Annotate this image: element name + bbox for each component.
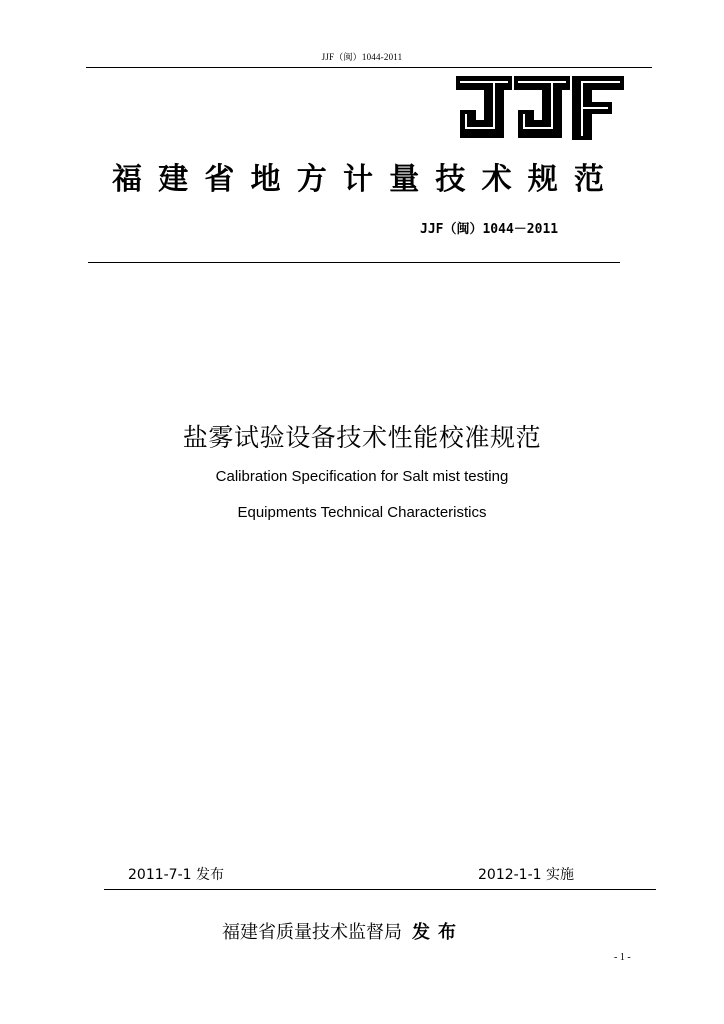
specification-title-chinese: 盐雾试验设备技术性能校准规范 [182,423,542,452]
implementation-date: 2012-1-1 实施 [478,867,574,883]
publisher-line [222,918,464,944]
specification-title-english-line1: Calibration Specification for Salt mist testing [215,468,509,485]
issuing-authority-title: 福建省地方计量技术规范 [112,162,621,197]
publisher-name: 福建省质量技术监督局 [222,922,402,943]
page-number: - 1 - [614,952,631,963]
jjf-logo [456,76,626,142]
footer-rule [104,889,656,890]
header-rule [86,67,652,68]
running-header: JJF（闽）1044-2011 [321,52,403,62]
title-rule [88,262,620,263]
specification-title-english-line2: Equipments Technical Characteristics [237,504,487,521]
publisher-action: 发布 [412,922,464,943]
document-code: JJF（闽）1044－2011 [420,222,559,237]
issue-date: 2011-7-1 发布 [128,867,224,883]
